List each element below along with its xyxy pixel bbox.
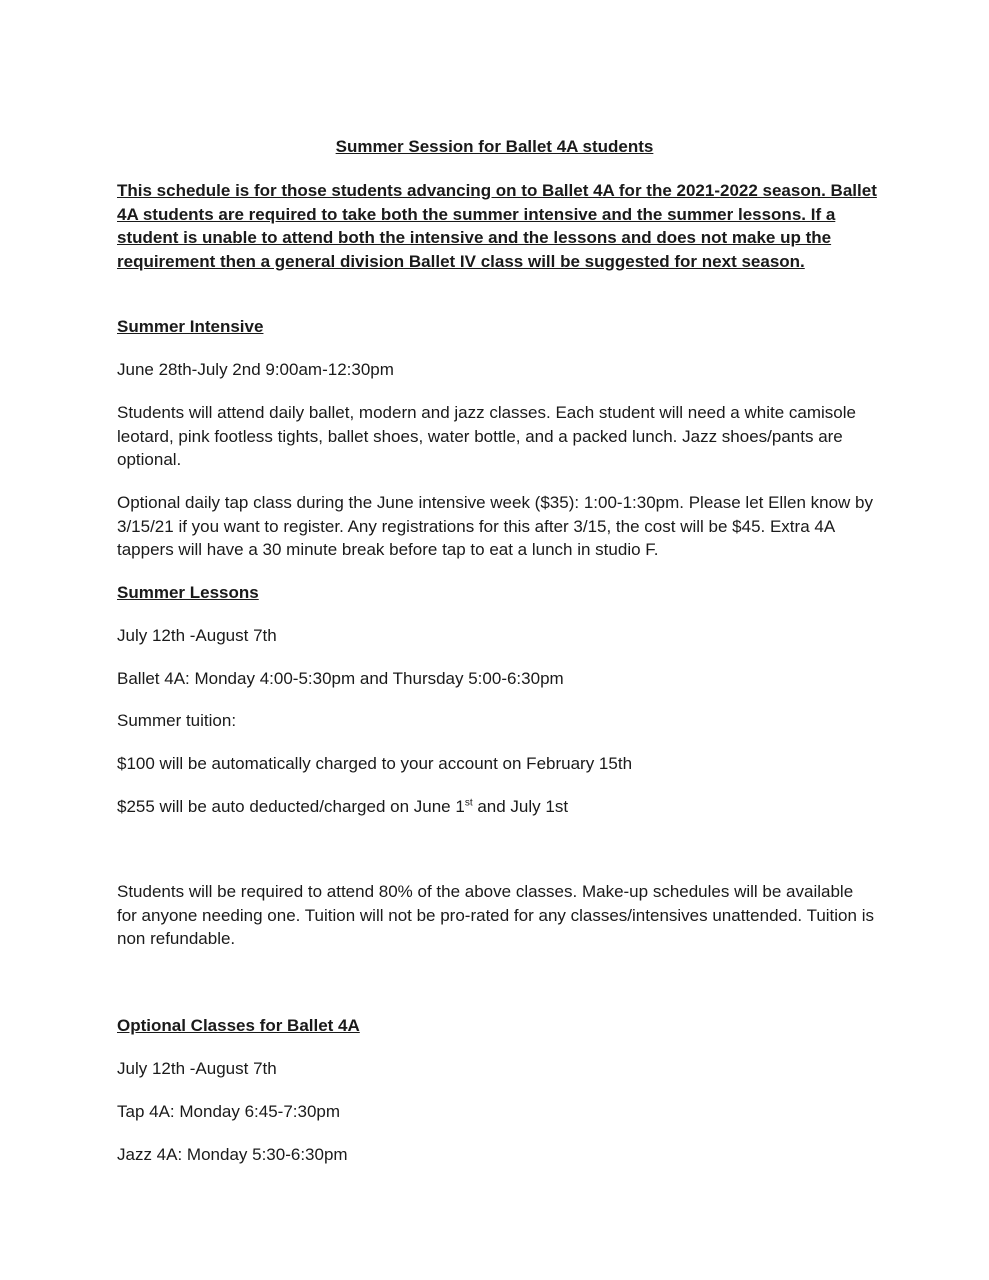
optional-heading: Optional Classes for Ballet 4A — [117, 1016, 360, 1035]
tuition-charge-1: $100 will be automatically charged to your account on February 15th — [117, 754, 633, 773]
intro-paragraph: This schedule is for those students advancing on to Ballet 4A for the 2021-2022 season. Ballet 4A students are required to take both the summer intensive and the summer lessons. If a student is unable to attend both the intensive and the lessons and does not make up the requirement then a general division Ballet IV class will be suggested for next season. — [117, 181, 877, 271]
document-title: Summer Session for Ballet 4A students — [335, 137, 654, 156]
intensive-dates: June 28th-July 2nd 9:00am-12:30pm — [117, 360, 394, 379]
lessons-heading: Summer Lessons — [117, 583, 259, 602]
charge-2-superscript: st — [464, 797, 473, 809]
intensive-heading: Summer Intensive — [117, 317, 264, 336]
tap-note: Optional daily tap class during the June intensive week ($35): 1:00-1:30pm. Please let Ellen know by 3/15/21 if you want to register. Any registrations for this after 3/15, the cost will be $45. Extra 4A tappers will have a 30 minute break before tap to eat a lunch in studio F. — [117, 493, 873, 559]
optional-dates: July 12th -August 7th — [117, 1059, 277, 1078]
tuition-charge-2 — [117, 795, 877, 819]
intensive-description: Students will attend daily ballet, modern and jazz classes. Each student will need a white camisole leotard, pink footless tights, ballet shoes, water bottle, and a packed lunch. Jazz shoes/pants are optional. — [117, 403, 856, 469]
lessons-dates: July 12th -August 7th — [117, 626, 277, 645]
charge-2-text: $255 will be auto deducted/charged on June 1 — [117, 797, 465, 816]
tuition-label: Summer tuition: — [117, 711, 237, 730]
optional-tap: Tap 4A: Monday 6:45-7:30pm — [117, 1102, 341, 1121]
charge-2-text-end: and July 1st — [472, 797, 569, 816]
optional-jazz: Jazz 4A: Monday 5:30-6:30pm — [117, 1145, 348, 1164]
attendance-paragraph: Students will be required to attend 80% of the above classes. Make-up schedules will be available for anyone needing one. Tuition will not be pro-rated for any classes/intensives unattended. Tuition is non refundable. — [117, 882, 874, 948]
lessons-schedule: Ballet 4A: Monday 4:00-5:30pm and Thursday 5:00-6:30pm — [117, 669, 564, 688]
